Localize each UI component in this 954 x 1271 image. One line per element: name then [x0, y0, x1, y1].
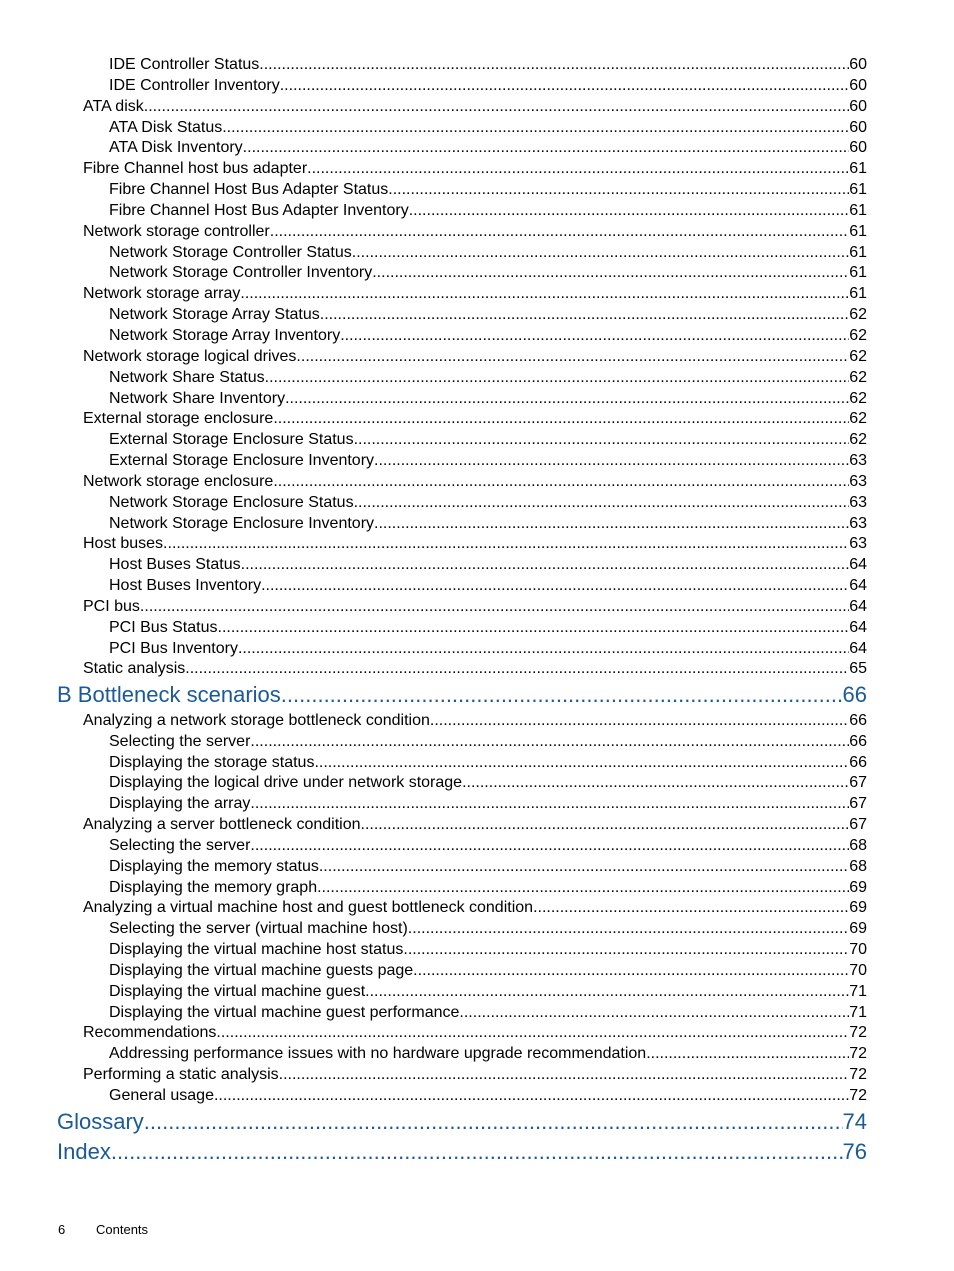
toc-dot-leader [374, 514, 849, 535]
toc-page-number: 60 [849, 76, 867, 94]
toc-dot-leader [144, 97, 849, 118]
toc-dot-leader [241, 555, 850, 576]
toc-page-number: 64 [849, 597, 867, 615]
toc-entry-title: Analyzing a server bottleneck condition [83, 816, 361, 834]
toc-entry[interactable] [0, 1023, 867, 1044]
toc-dot-leader [214, 1086, 849, 1107]
toc-page-number: 67 [849, 795, 867, 813]
toc-chapter-entry[interactable] [0, 1107, 867, 1138]
toc-entry[interactable] [0, 1003, 867, 1024]
toc-entry[interactable] [0, 534, 867, 555]
toc-entry-title: Displaying the virtual machine guest performance [109, 1003, 460, 1021]
toc-entry-title: B Bottleneck scenarios [57, 682, 281, 708]
toc-entry[interactable] [0, 76, 867, 97]
toc-page-number: 70 [849, 961, 867, 979]
toc-entry[interactable] [0, 961, 867, 982]
toc-dot-leader [243, 138, 850, 159]
toc-page-number: 72 [849, 1087, 867, 1104]
toc-page-number: 61 [849, 181, 867, 199]
toc-entry[interactable] [0, 898, 867, 919]
toc-dot-leader [320, 305, 849, 326]
toc-entry-title: Fibre Channel host bus adapter [83, 160, 308, 178]
toc-dot-leader [144, 1107, 843, 1138]
toc-entry[interactable] [0, 201, 867, 222]
toc-dot-leader [111, 1137, 843, 1168]
toc-entry-title: Performing a static analysis [83, 1066, 279, 1084]
toc-entry-title: Recommendations [83, 1024, 217, 1042]
toc-page-number: 62 [849, 389, 867, 407]
toc-entry[interactable] [0, 368, 867, 389]
toc-dot-leader [273, 472, 849, 493]
toc-dot-leader [265, 368, 850, 389]
toc-dot-leader [307, 159, 849, 180]
toc-page-number: 66 [849, 711, 867, 729]
toc-dot-leader [238, 639, 849, 660]
toc-dot-leader [163, 534, 849, 555]
toc-dot-leader [261, 576, 849, 597]
toc-page-number: 63 [849, 472, 867, 490]
toc-page-number: 69 [849, 878, 867, 896]
toc-dot-leader [409, 201, 849, 222]
toc-page-number: 68 [849, 857, 867, 875]
toc-dot-leader [430, 711, 849, 732]
toc-page-number: 63 [849, 535, 867, 553]
toc-page-number: 74 [842, 1108, 867, 1134]
toc-entry-title: Selecting the server [109, 836, 251, 854]
toc-page-number: 71 [849, 1003, 867, 1021]
toc-entry[interactable] [0, 472, 867, 493]
toc-entry[interactable] [0, 409, 867, 430]
toc-page-number: 61 [849, 222, 867, 240]
toc-entry[interactable] [0, 159, 867, 180]
toc-entry[interactable] [0, 347, 867, 368]
toc-dot-leader [281, 680, 843, 711]
toc-page-number: 67 [849, 816, 867, 834]
toc-entry-title: Network Storage Controller Inventory [109, 264, 373, 282]
toc-dot-leader [218, 618, 850, 639]
toc-page-number: 63 [849, 493, 867, 511]
toc-chapter-entry[interactable] [0, 1137, 867, 1168]
footer-section-title: Contents [96, 1222, 149, 1237]
toc-entry-title: Displaying the virtual machine guests page [109, 961, 414, 979]
toc-entry-title: Selecting the server (virtual machine host) [109, 920, 408, 938]
toc-page-number: 62 [849, 368, 867, 386]
toc-entry[interactable] [0, 815, 867, 836]
toc-entry-title: Network Share Status [109, 368, 265, 386]
toc-entry-title: ATA Disk Status [109, 118, 223, 136]
toc-entry-title: Selecting the server [109, 732, 251, 750]
toc-page-number: 60 [849, 56, 867, 73]
toc-dot-leader [259, 55, 849, 76]
toc-dot-leader [250, 836, 849, 857]
toc-entry-title: Analyzing a network storage bottleneck condition [83, 711, 430, 729]
toc-entry-title: Network Storage Array Inventory [109, 326, 341, 344]
toc-dot-leader [185, 659, 849, 680]
toc-entry-title: PCI bus [83, 597, 140, 615]
toc-page-number: 66 [849, 753, 867, 771]
toc-dot-leader [216, 1023, 849, 1044]
toc-dot-leader [279, 1065, 850, 1086]
toc-entry[interactable] [0, 284, 867, 305]
toc-entry-title: Network Storage Enclosure Inventory [109, 514, 375, 532]
toc-entry-title: Network Storage Array Status [109, 306, 320, 324]
toc-dot-leader [365, 982, 849, 1003]
toc-page-number: 61 [849, 201, 867, 219]
toc-entry-title: Network storage array [83, 285, 241, 303]
toc-page-number: 72 [849, 1024, 867, 1042]
toc-entry[interactable] [0, 243, 867, 264]
toc-entry-title: General usage [109, 1087, 214, 1104]
toc-dot-leader [270, 222, 849, 243]
toc-dot-leader [372, 263, 849, 284]
toc-entry-title: Analyzing a virtual machine host and guest bottleneck condition [83, 899, 534, 917]
toc-dot-leader [352, 243, 849, 264]
toc-dot-leader [319, 857, 849, 878]
toc-page-number: 60 [849, 118, 867, 136]
toc-page-number: 71 [849, 982, 867, 1000]
toc-entry-title: External Storage Enclosure Status [109, 431, 354, 449]
toc-dot-leader [388, 180, 849, 201]
toc-entry[interactable] [0, 940, 867, 961]
toc-entry[interactable] [0, 639, 867, 660]
toc-entry-title: Displaying the virtual machine guest [109, 982, 366, 1000]
toc-page-number: 68 [849, 836, 867, 854]
toc-dot-leader [273, 409, 849, 430]
toc-dot-leader [361, 815, 850, 836]
toc-entry[interactable] [0, 919, 867, 940]
toc-entry[interactable] [0, 389, 867, 410]
toc-page-number: 62 [849, 347, 867, 365]
toc-page-number: 61 [849, 243, 867, 261]
toc-entry-title: External Storage Enclosure Inventory [109, 452, 375, 470]
toc-entry-title: Network Storage Enclosure Status [109, 493, 354, 511]
toc-dot-leader [240, 284, 849, 305]
toc-entry-title: Fibre Channel Host Bus Adapter Status [109, 181, 389, 199]
toc-dot-leader [408, 919, 849, 940]
toc-page-number: 66 [849, 732, 867, 750]
toc-dot-leader [354, 493, 850, 514]
toc-dot-leader [314, 753, 849, 774]
toc-page-number: 64 [849, 556, 867, 574]
toc-entry[interactable] [0, 878, 867, 899]
toc-page-number: 61 [849, 285, 867, 303]
toc-entry[interactable] [0, 753, 867, 774]
toc-entry-title: Displaying the logical drive under network storage [109, 774, 463, 792]
toc-entry-title: Addressing performance issues with no hardware upgrade recommendation [109, 1045, 647, 1063]
toc-page-number: 66 [842, 682, 867, 708]
toc-entry-title: PCI Bus Inventory [109, 639, 238, 657]
toc-entry[interactable] [0, 430, 867, 451]
toc-entry-title: Index [57, 1139, 111, 1165]
toc-page-number: 60 [849, 139, 867, 157]
toc-chapter-entry[interactable] [0, 680, 867, 711]
toc-entry-title: Host Buses Inventory [109, 577, 262, 595]
page-footer [58, 1222, 148, 1237]
toc-entry[interactable] [0, 836, 867, 857]
toc-page-number: 65 [849, 660, 867, 678]
toc-entry-title: External storage enclosure [83, 410, 274, 428]
toc-dot-leader [296, 347, 849, 368]
toc-page-number: 72 [849, 1066, 867, 1084]
toc-entry[interactable] [0, 982, 867, 1003]
toc-dot-leader [459, 1003, 849, 1024]
toc-entry[interactable] [0, 773, 867, 794]
toc-entry-title: ATA disk [83, 97, 144, 115]
toc-entry[interactable] [0, 555, 867, 576]
toc-entry[interactable] [0, 493, 867, 514]
toc-dot-leader [374, 451, 849, 472]
toc-entry-title: Host buses [83, 535, 164, 553]
toc-entry[interactable] [0, 180, 867, 201]
toc-page-number: 69 [849, 920, 867, 938]
toc-entry[interactable] [0, 55, 867, 76]
toc-entry-title: Displaying the array [109, 795, 251, 813]
toc-page-number: 76 [842, 1139, 867, 1165]
toc-page-number: 69 [849, 899, 867, 917]
toc-page-number: 64 [849, 618, 867, 636]
toc-entry[interactable] [0, 1065, 867, 1086]
toc-entry[interactable] [0, 451, 867, 472]
toc-entry[interactable] [0, 97, 867, 118]
toc-page-number: 67 [849, 774, 867, 792]
toc-entry-title: Glossary [57, 1108, 144, 1134]
toc-dot-leader [222, 118, 849, 139]
toc-entry-title: Fibre Channel Host Bus Adapter Inventory [109, 201, 409, 219]
toc-entry-title: Static analysis [83, 660, 186, 678]
toc-page-number: 63 [849, 514, 867, 532]
toc-entry[interactable] [0, 118, 867, 139]
toc-entry-title: PCI Bus Status [109, 618, 218, 636]
toc-dot-leader [462, 773, 849, 794]
toc-entry[interactable] [0, 576, 867, 597]
toc-entry-title: Network storage enclosure [83, 472, 274, 490]
table-of-contents [0, 55, 954, 1168]
toc-entry[interactable] [0, 326, 867, 347]
toc-dot-leader [413, 961, 849, 982]
toc-page-number: 62 [849, 410, 867, 428]
toc-entry[interactable] [0, 732, 867, 753]
toc-dot-leader [340, 326, 849, 347]
toc-entry[interactable] [0, 857, 867, 878]
toc-entry[interactable] [0, 263, 867, 284]
toc-entry[interactable] [0, 1044, 867, 1065]
toc-dot-leader [280, 76, 849, 97]
toc-dot-leader [250, 794, 849, 815]
toc-entry-title: ATA Disk Inventory [109, 139, 243, 157]
toc-entry-title: IDE Controller Inventory [109, 76, 280, 94]
toc-page-number: 62 [849, 326, 867, 344]
toc-page-number: 64 [849, 577, 867, 595]
toc-entry-title: Network storage logical drives [83, 347, 297, 365]
toc-entry[interactable] [0, 618, 867, 639]
toc-page-number: 62 [849, 431, 867, 449]
toc-page-number: 61 [849, 264, 867, 282]
toc-entry[interactable] [0, 514, 867, 535]
toc-dot-leader [646, 1044, 849, 1065]
toc-dot-leader [140, 597, 849, 618]
toc-entry[interactable] [0, 794, 867, 815]
footer-page-number: 6 [58, 1222, 66, 1237]
toc-entry-title: Displaying the memory graph [109, 878, 318, 896]
toc-page-number: 60 [849, 97, 867, 115]
toc-dot-leader [317, 878, 849, 899]
toc-dot-leader [533, 898, 849, 919]
toc-entry-title: IDE Controller Status [109, 56, 260, 73]
toc-entry-title: Network Storage Controller Status [109, 243, 352, 261]
toc-dot-leader [285, 389, 849, 410]
toc-entry[interactable] [0, 222, 867, 243]
toc-dot-leader [250, 732, 849, 753]
toc-page-number: 72 [849, 1045, 867, 1063]
toc-entry-title: Host Buses Status [109, 556, 241, 574]
toc-entry[interactable] [0, 1086, 867, 1107]
toc-entry-title: Network storage controller [83, 222, 270, 240]
toc-entry[interactable] [0, 597, 867, 618]
toc-page-number: 64 [849, 639, 867, 657]
toc-entry-title: Displaying the virtual machine host status [109, 941, 404, 959]
toc-entry-title: Displaying the storage status [109, 753, 315, 771]
toc-entry[interactable] [0, 305, 867, 326]
toc-entry-title: Displaying the memory status [109, 857, 319, 875]
toc-entry[interactable] [0, 711, 867, 732]
toc-dot-leader [354, 430, 850, 451]
toc-dot-leader [403, 940, 849, 961]
toc-page-number: 61 [849, 160, 867, 178]
toc-page-number: 63 [849, 452, 867, 470]
toc-entry-title: Network Share Inventory [109, 389, 286, 407]
toc-page-number: 70 [849, 941, 867, 959]
toc-page-number: 62 [849, 306, 867, 324]
toc-entry[interactable] [0, 138, 867, 159]
toc-entry[interactable] [0, 659, 867, 680]
